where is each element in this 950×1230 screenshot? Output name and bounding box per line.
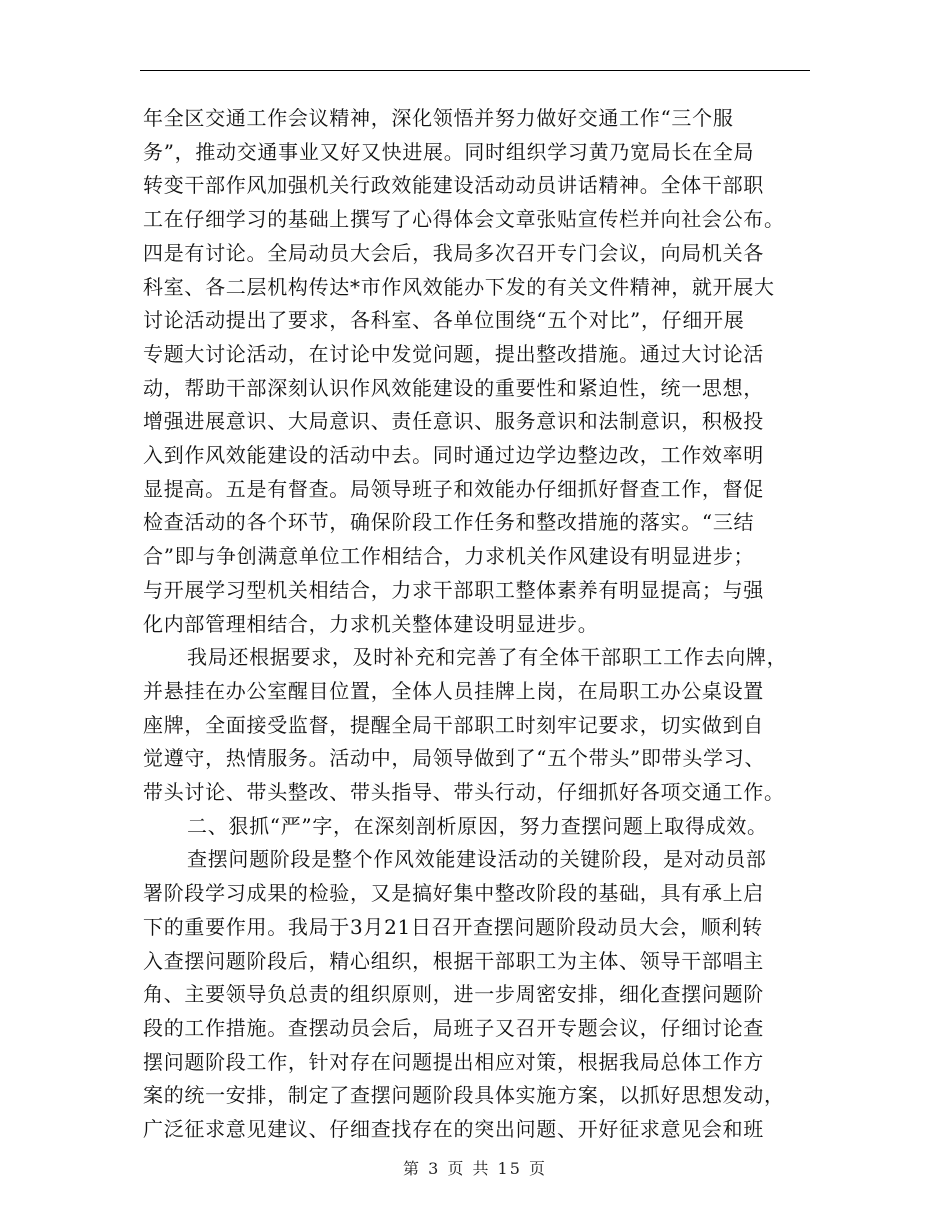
text-line: 座牌，全面接受监督，提醒全局干部职工时刻牢记要求，切实做到自 bbox=[143, 712, 764, 737]
header-rule bbox=[140, 70, 810, 71]
text-line: 工在仔细学习的基础上撰写了心得体会文章张贴宣传栏并向社会公布。 bbox=[143, 207, 785, 232]
text-line: 转变干部作风加强机关行政效能建设活动动员讲话精神。全体干部职 bbox=[143, 173, 764, 198]
text-line: 我局还根据要求，及时补充和完善了有全体干部职工工作去向牌， bbox=[187, 645, 788, 670]
text-line: 检查活动的各个环节，确保阶段工作任务和整改措施的落实。“三结 bbox=[143, 510, 755, 535]
text-line: 下的重要作用。我局于3月21日召开查摆问题阶段动员大会，顺利转 bbox=[143, 914, 763, 939]
paragraph bbox=[143, 810, 810, 844]
text-line: 署阶段学习成果的检验，又是搞好集中整改阶段的基础，具有承上启 bbox=[143, 881, 764, 906]
text-line: 四是有讨论。全局动员大会后，我局多次召开专门会议，向局机关各 bbox=[143, 240, 764, 265]
text-line: 查摆问题阶段是整个作风效能建设活动的关键阶段，是对动员部 bbox=[187, 847, 767, 872]
text-line: 入到作风效能建设的活动中去。同时通过边学边整边改，工作效率明 bbox=[143, 443, 764, 468]
text-line: 增强进展意识、大局意识、责任意识、服务意识和法制意识，积极投 bbox=[143, 409, 764, 434]
text-line: 讨论活动提出了要求，各科室、各单位围绕“五个对比”，仔细开展 bbox=[143, 308, 745, 333]
text-line: 二、狠抓“严”字，在深刻剖析原因，努力查摆问题上取得成效。 bbox=[187, 813, 768, 838]
text-line: 入查摆问题阶段后，精心组织，根据干部职工为主体、领导干部唱主 bbox=[143, 948, 764, 973]
text-line: 摆问题阶段工作，针对存在问题提出相应对策，根据我局总体工作方 bbox=[143, 1049, 764, 1074]
text-line: 年全区交通工作会议精神，深化领悟并努力做好交通工作“三个服 bbox=[143, 106, 734, 130]
text-line: 段的工作措施。查摆动员会后，局班子又召开专题会议，仔细讨论查 bbox=[143, 1015, 764, 1040]
paragraph bbox=[143, 641, 810, 810]
page-number-footer: 第 3 页 共 15 页 bbox=[403, 1159, 547, 1178]
text-line: 显提高。五是有督查。局领导班子和效能办仔细抓好督查工作，督促 bbox=[143, 476, 764, 501]
text-line: 专题大讨论活动，在讨论中发觉问题，提出整改措施。通过大讨论活 bbox=[143, 341, 764, 366]
text-line: 化内部管理相结合，力求机关整体建设明显进步。 bbox=[143, 611, 599, 636]
text-line: 角、主要领导负总责的组织原则，进一步周密安排，细化查摆问题阶 bbox=[143, 982, 764, 1007]
text-line: 动，帮助干部深刻认识作风效能建设的重要性和紧迫性，统一思想， bbox=[143, 375, 764, 400]
document-body bbox=[143, 102, 810, 1147]
text-line: 合”即与争创满意单位工作相结合，力求机关作风建设有明显进步； bbox=[143, 544, 755, 569]
text-line: 与开展学习型机关相结合，力求干部职工整体素养有明显提高；与强 bbox=[143, 577, 764, 602]
text-line: 案的统一安排，制定了查摆问题阶段具体实施方案，以抓好思想发动， bbox=[143, 1083, 785, 1108]
text-line: 广泛征求意见建议、仔细查找存在的突出问题、开好征求意见会和班 bbox=[143, 1117, 764, 1142]
text-line: 科室、各二层机构传达*市作风效能办下发的有关文件精神，就开展大 bbox=[143, 274, 775, 299]
text-line: 觉遵守，热情服务。活动中，局领导做到了“五个带头”即带头学习、 bbox=[143, 746, 766, 771]
paragraph bbox=[143, 843, 810, 1146]
text-line: 务”，推动交通事业又好又快进展。同时组织学习黄乃宽局长在全局 bbox=[143, 139, 755, 164]
text-line: 并悬挂在办公室醒目位置，全体人员挂牌上岗，在局职工办公桌设置 bbox=[143, 678, 764, 703]
paragraph bbox=[143, 102, 810, 641]
text-line: 带头讨论、带头整改、带头指导、带头行动，仔细抓好各项交通工作。 bbox=[143, 780, 785, 805]
